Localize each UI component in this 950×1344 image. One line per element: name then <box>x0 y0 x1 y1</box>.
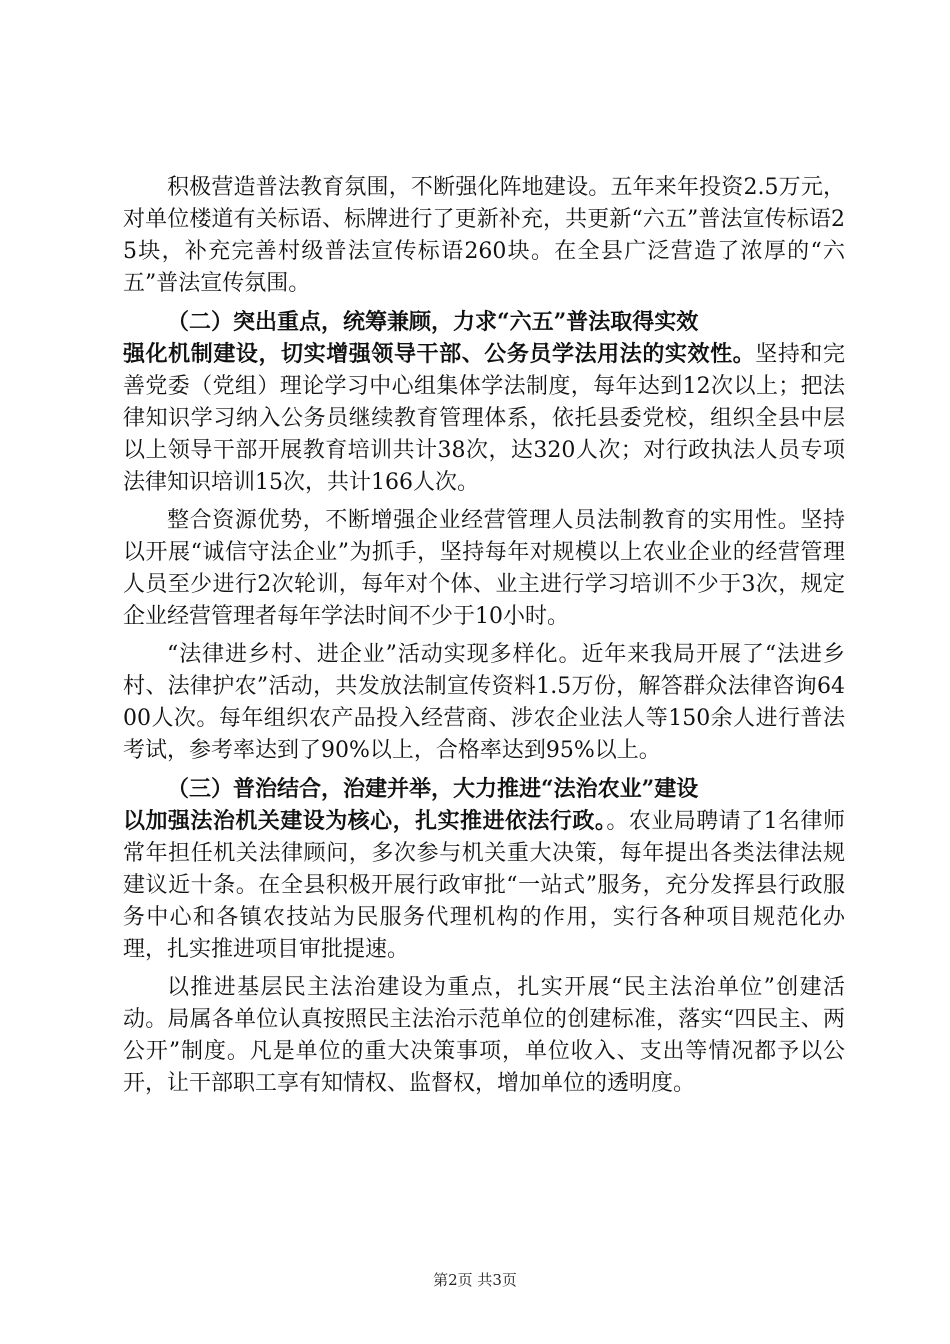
paragraph-enterprise-education: 整合资源优势，不断增强企业经营管理人员法制教育的实用性。坚持以开展“诚信守法企业”为抓手，坚持每年对规模以上农业企业的经营管理人员至少进行2次轮训，每年对个体、业主进行学习培训不少于3次，规定企业经营管理者每年学法时间不少于10小时。 <box>123 508 845 629</box>
paragraph-body-rule-of-law: 。农业局聘请了1名律师常年担任机关法律顾问，多次参与机关重大决策，每年提出各类法律法规建议近十条。在全县积极开展行政审批“一站式”服务，充分发挥县行政服务中心和各镇农技站为民服务代理机构的作用，实行各种项目规范化办理，扎实推进项目审批提速。 <box>123 809 845 962</box>
page-number-footer: 第2页 共3页 <box>433 1271 517 1289</box>
paragraph-lead-rule-of-law: 以加强法治机关建设为核心，扎实推进依法行政。 <box>123 808 607 834</box>
paragraph-publicity-atmosphere: 积极营造普法教育氛围，不断强化阵地建设。五年来年投资2.5万元，对单位楼道有关标语、标牌进行了更新补充，共更新“六五”普法宣传标语25块，补充完善村级普法宣传标语260块。在全县广泛营造了浓厚的“六五”普法宣传氛围。 <box>123 175 845 296</box>
paragraph-lead-mechanism: 强化机制建设，切实增强领导干部、公务员学法用法的实效性。 <box>123 341 756 367</box>
section-heading-2: （二）突出重点，统筹兼顾，力求“六五”普法取得实效 <box>167 309 699 335</box>
paragraph-mechanism-building <box>123 338 845 499</box>
paragraph-rule-of-law-organ <box>123 805 845 966</box>
section-heading-3: （三）普治结合，治建并举，大力推进“法治农业”建设 <box>167 776 699 802</box>
paragraph-body-mechanism: 坚持和完善党委（党组）理论学习中心组集体学法制度，每年达到12次以上；把法律知识学习纳入公务员继续教育管理体系，依托县委党校，组织全县中层以上领导干部开展教育培训共计38次，达320人次；对行政执法人员专项法律知识培训15次，共计166人次。 <box>123 342 845 495</box>
paragraph-law-to-villages: “法律进乡村、进企业”活动实现多样化。近年来我局开展了“法进乡村、法律护农”活动，共发放法制宣传资料1.5万份，解答群众法律咨询6400人次。每年组织农产品投入经营商、涉农企业法人等150余人进行普法考试，参考率达到了90%以上，合格率达到95%以上。 <box>123 642 845 763</box>
paragraph-grassroots-democracy: 以推进基层民主法治建设为重点，扎实开展“民主法治单位”创建活动。局属各单位认真按照民主法治示范单位的创建标准，落实“四民主、两公开”制度。凡是单位的重大决策事项，单位收入、支出等情况都予以公开，让干部职工享有知情权、监督权，增加单位的透明度。 <box>123 975 845 1096</box>
document-body <box>123 172 845 1106</box>
